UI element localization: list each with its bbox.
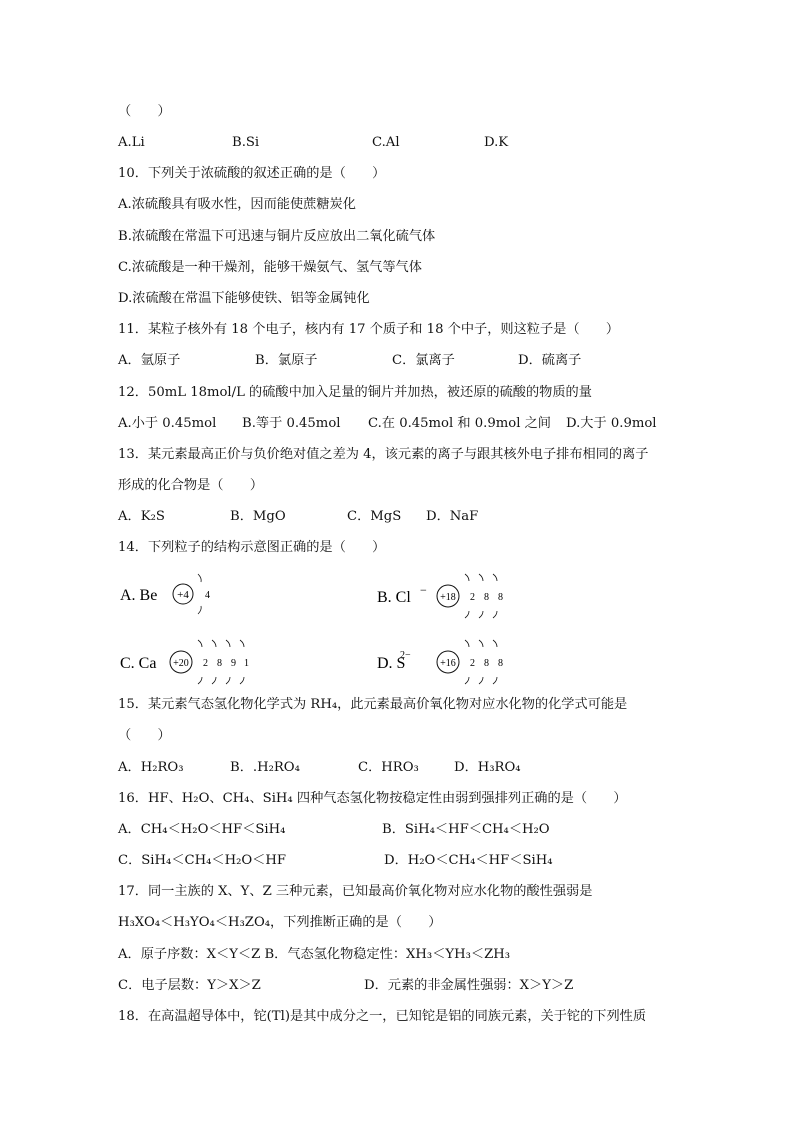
q12-option-d: D.大于 0.9mol (566, 416, 657, 431)
diagram-d-shell-3: 8 (498, 658, 503, 669)
diagram-b-shell-1: 2 (470, 592, 475, 603)
shell-arc-icon (198, 574, 201, 582)
q9-option-d: D.K (484, 135, 509, 150)
diagram-b-shell-2: 8 (484, 592, 489, 603)
shell-arcs-bottom-icon (465, 677, 497, 684)
diagram-a-be (118, 568, 258, 620)
q16-question: 16．HF、H₂O、CH₄、SiH₄ 四种气态氢化物按稳定性由弱到强排列正确的是（ ） (118, 791, 627, 806)
q10-option-b: B.浓硫酸在常温下可迅速与铜片反应放出二氧化硫气体 (118, 229, 436, 244)
shell-arcs-top-icon (198, 640, 244, 647)
q10-option-a: A.浓硫酸具有吸水性，因而能使蔗糖炭化 (118, 197, 356, 212)
q10-option-c: C.浓硫酸是一种干燥剂，能够干燥氨气、氢气等气体 (118, 260, 422, 275)
shell-arcs-top-icon (465, 640, 497, 647)
diagram-b-cl (376, 568, 536, 620)
shell-arcs-top-icon (465, 574, 497, 581)
diagram-c-shell-4: 1 (244, 658, 249, 669)
q15-option-a: A．H₂RO₃ (118, 760, 184, 775)
q15-option-d: D．H₃RO₄ (454, 760, 521, 775)
diagram-a-shell-1: 4 (205, 590, 210, 601)
q10-question: 10．下列关于浓硫酸的叙述正确的是（ ） (118, 166, 386, 181)
q12-option-a: A.小于 0.45mol (118, 416, 217, 431)
q15-question: 15．某元素气态氢化物化学式为 RH₄，此元素最高价氧化物对应水化物的化学式可能是 (118, 697, 628, 712)
diagram-b-charge: − (420, 583, 427, 597)
shell-arcs-bottom-icon (465, 611, 497, 618)
diagram-a-nucleus: +4 (177, 589, 189, 601)
diagram-c-ca (118, 634, 278, 686)
q11-option-a: A．氩原子 (118, 353, 181, 368)
diagram-c-shell-3: 9 (231, 658, 236, 669)
q16-option-b: B．SiH₄＜HF＜CH₄＜H₂O (382, 822, 550, 837)
diagram-c-nucleus: +20 (173, 658, 189, 669)
q11-option-d: D．硫离子 (518, 353, 582, 368)
q15-option-b: B．.H₂RO₄ (230, 760, 300, 775)
q9-answer-paren: （ ） (118, 104, 171, 119)
q16-option-d: D．H₂O＜CH₄＜HF＜SiH₄ (384, 853, 553, 868)
q14-question: 14．下列粒子的结构示意图正确的是（ ） (118, 540, 386, 555)
q13-option-b: B．MgO (230, 509, 286, 524)
q15-option-c: C．HRO₃ (358, 760, 419, 775)
diagram-c-shell-2: 8 (217, 658, 222, 669)
q17-option-c: C．电子层数：Y＞X＞Z (118, 978, 261, 993)
q13-option-d: D．NaF (426, 509, 479, 524)
q18-question: 18．在高温超导体中，铊(Tl)是其中成分之一，已知铊是铝的同族元素，关于铊的下列性质 (118, 1009, 647, 1024)
diagram-a-label: A. Be (120, 587, 158, 604)
q11-question: 11．某粒子核外有 18 个电子，核内有 17 个质子和 18 个中子，则这粒子是（ ） (118, 322, 620, 337)
diagram-d-shell-1: 2 (470, 658, 475, 669)
diagram-b-shell-3: 8 (498, 592, 503, 603)
q9-option-b: B.Si (232, 135, 260, 150)
q15-answer-paren: （ ） (118, 728, 171, 743)
q16-option-c: C．SiH₄＜CH₄＜H₂O＜HF (118, 853, 287, 868)
shell-arc-icon (198, 606, 201, 614)
diagram-d-charge: 2− (400, 650, 411, 661)
diagram-d-label: D. S (377, 655, 406, 672)
q13-question-cont: 形成的化合物是（ ） (118, 478, 264, 493)
q12-option-b: B.等于 0.45mol (242, 416, 341, 431)
q12-question: 12．50mL 18mol/L 的硫酸中加入足量的铜片并加热，被还原的硫酸的物质的量 (118, 385, 592, 400)
q13-question: 13．某元素最高正价与负价绝对值之差为 4，该元素的离子与跟其核外电子排布相同的离子 (118, 447, 649, 462)
q11-option-c: C．氯离子 (392, 353, 455, 368)
diagram-d-nucleus: +16 (440, 658, 456, 669)
q17-question-cont: H₃XO₄＜H₃YO₄＜H₃ZO₄，下列推断正确的是（ ） (118, 915, 442, 930)
q10-option-d: D.浓硫酸在常温下能够使铁、铝等金属钝化 (118, 291, 370, 306)
diagram-c-shell-1: 2 (203, 658, 208, 669)
q13-option-c: C．MgS (347, 509, 402, 524)
q16-option-a: A．CH₄＜H₂O＜HF＜SiH₄ (118, 822, 286, 837)
diagram-b-label: B. Cl (377, 589, 411, 606)
diagram-c-label: C. Ca (120, 655, 157, 672)
q9-option-c: C.Al (372, 135, 400, 150)
q17-options-ab: A．原子序数：X＜Y＜Z B．气态氢化物稳定性：XH₃＜YH₃＜ZH₃ (118, 947, 511, 962)
q17-option-d: D．元素的非金属性强弱：X＞Y＞Z (364, 978, 574, 993)
q12-option-c: C.在 0.45mol 和 0.9mol 之间 (368, 416, 551, 431)
diagram-b-nucleus: +18 (440, 592, 456, 603)
q17-question: 17．同一主族的 X、Y、Z 三种元素，已知最高价氧化物对应水化物的酸性强弱是 (118, 884, 593, 899)
q13-option-a: A．K₂S (118, 509, 165, 524)
q9-option-a: A.Li (118, 135, 145, 150)
diagram-d-shell-2: 8 (484, 658, 489, 669)
shell-arcs-bottom-icon (198, 677, 244, 684)
diagram-d-s (376, 634, 536, 686)
q11-option-b: B．氯原子 (255, 353, 318, 368)
